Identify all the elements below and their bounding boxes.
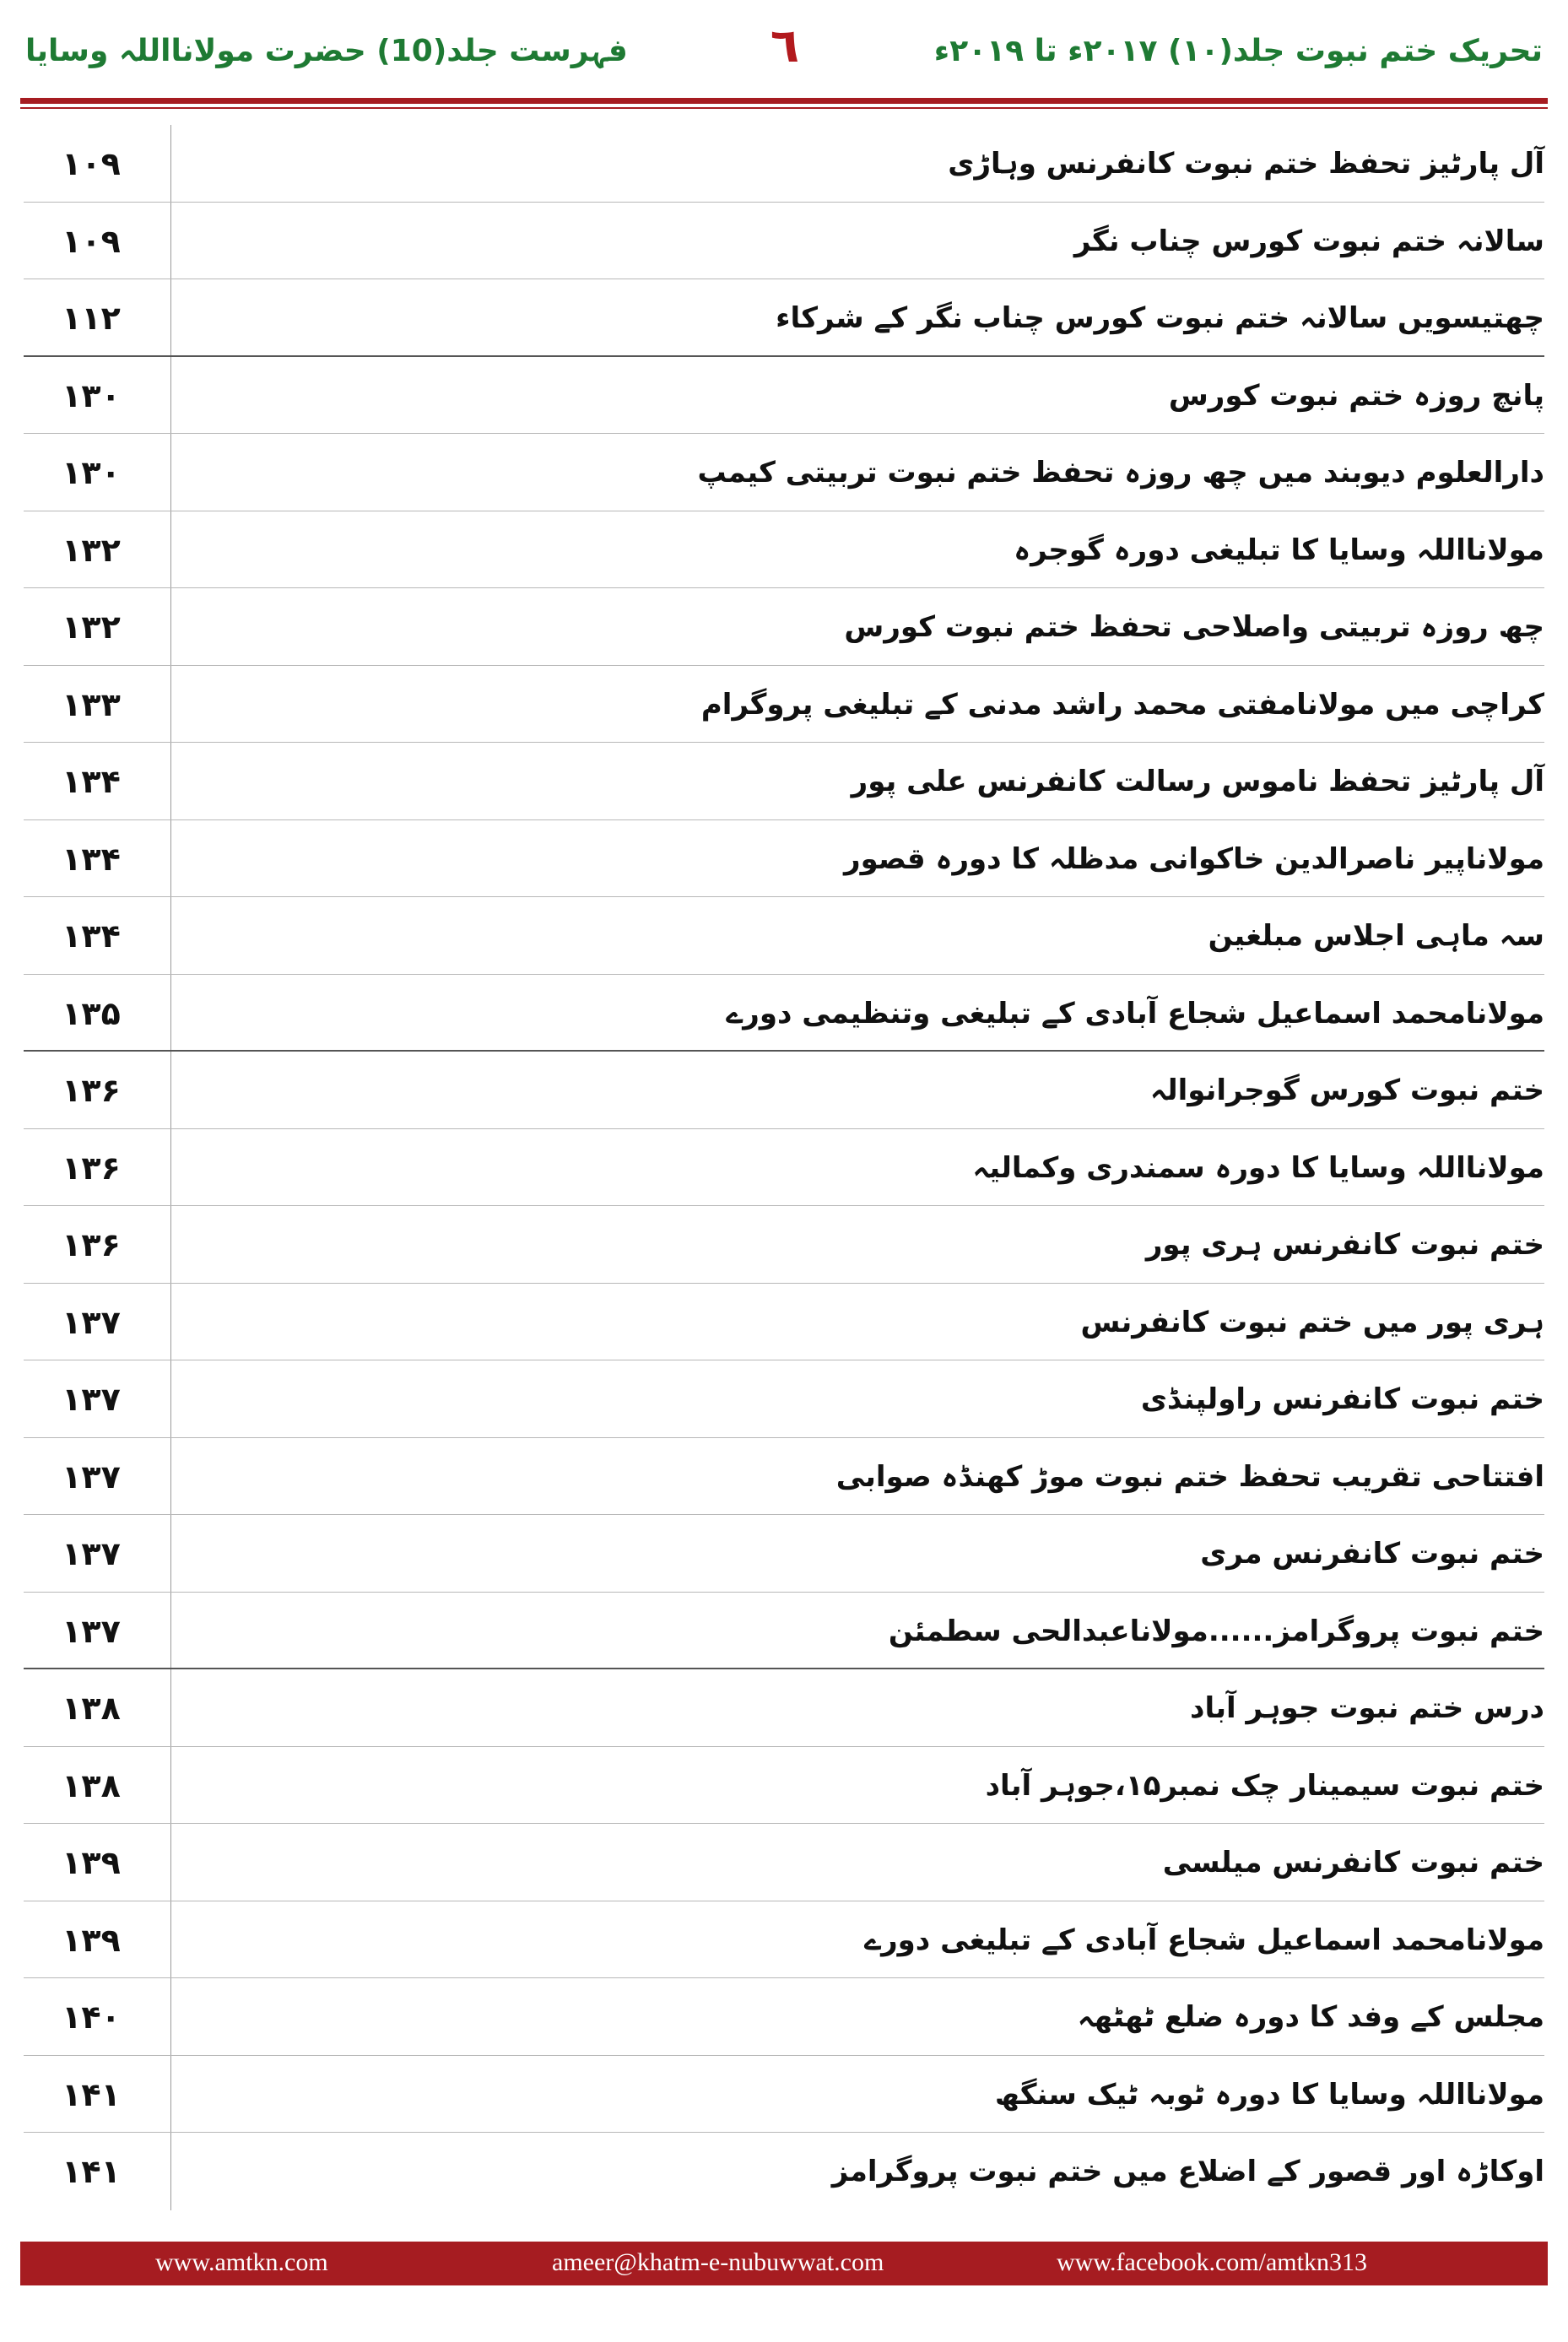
toc-entry-title: سہ ماہی اجلاس مبلغین bbox=[1208, 919, 1544, 953]
column-divider bbox=[170, 2056, 171, 2133]
toc-row bbox=[24, 588, 1544, 666]
toc-entry-title: ختم نبوت سیمینار چک نمبر۱۵،جوہر آباد bbox=[985, 1768, 1544, 1803]
toc-entry-page: ۱۳۶ bbox=[62, 1149, 121, 1187]
toc-entry-title: مولانامحمد اسماعیل شجاع آبادی کے تبلیغی دورے bbox=[864, 1923, 1544, 1957]
toc-entry-title: ختم نبوت کانفرنس مری bbox=[1200, 1537, 1544, 1571]
column-divider bbox=[170, 511, 171, 588]
column-divider bbox=[170, 1206, 171, 1283]
toc-row bbox=[24, 820, 1544, 898]
column-divider bbox=[170, 1360, 171, 1437]
toc-entry-page: ۱۳۸ bbox=[62, 1766, 121, 1804]
header-rule-thin bbox=[20, 107, 1548, 109]
toc-entry-page: ۱۰۹ bbox=[62, 222, 121, 260]
toc-entry-title: افتتاحی تقریب تحفظ ختم نبوت موڑ کھنڈہ صوابی bbox=[835, 1459, 1544, 1494]
toc-entry-title: دارالعلوم دیوبند میں چھ روزہ تحفظ ختم نبوت تربیتی کیمپ bbox=[697, 456, 1544, 489]
toc-row bbox=[24, 434, 1544, 511]
toc-entry-title: آل پارٹیز تحفظ ناموس رسالت کانفرنس علی پور bbox=[851, 765, 1544, 798]
column-divider bbox=[170, 1824, 171, 1901]
toc-row bbox=[24, 975, 1544, 1052]
contents-table bbox=[24, 125, 1544, 2211]
toc-entry-page: ۱۴۰ bbox=[62, 1999, 121, 2036]
toc-entry-page: ۱۳۰ bbox=[62, 454, 121, 491]
toc-entry-page: ۱۳۲ bbox=[62, 531, 121, 569]
column-divider bbox=[170, 975, 171, 1051]
column-divider bbox=[170, 1901, 171, 1978]
column-divider bbox=[170, 1747, 171, 1824]
toc-entry-page: ۱۳۴ bbox=[62, 917, 121, 955]
page-header bbox=[0, 0, 1568, 100]
toc-entry-page: ۱۰۹ bbox=[62, 145, 121, 182]
toc-row bbox=[24, 2056, 1544, 2134]
toc-row bbox=[24, 1052, 1544, 1129]
book-title: تحریک ختم نبوت جلد(۱۰) ۲۰۱۷ء تا ۲۰۱۹ء bbox=[933, 34, 1543, 68]
column-divider bbox=[170, 125, 171, 202]
toc-entry-title: ختم نبوت کانفرنس راولپنڈی bbox=[1140, 1382, 1544, 1416]
column-divider bbox=[170, 1438, 171, 1515]
toc-entry-page: ۱۳۹ bbox=[62, 1844, 121, 1881]
toc-entry-page: ۱۳۴ bbox=[62, 763, 121, 800]
toc-entry-page: ۱۴۱ bbox=[62, 2153, 121, 2190]
toc-entry-title: ختم نبوت کورس گوجرانوالہ bbox=[1149, 1074, 1544, 1107]
toc-entry-title: مولاناپیر ناصرالدین خاکوانی مدظلہ کا دورہ قصور bbox=[844, 841, 1544, 876]
section-title: فہرست جلد(10) حضرت مولانااللہ وسایا bbox=[25, 34, 628, 68]
toc-entry-title: کراچی میں مولانامفتی محمد راشد مدنی کے تبلیغی پروگرام bbox=[700, 687, 1544, 722]
toc-row bbox=[24, 743, 1544, 820]
column-divider bbox=[170, 279, 171, 355]
toc-row bbox=[24, 357, 1544, 435]
toc-row bbox=[24, 1360, 1544, 1438]
toc-entry-page: ۱۳۰ bbox=[62, 376, 121, 414]
column-divider bbox=[170, 666, 171, 743]
toc-entry-page: ۱۳۶ bbox=[62, 1072, 121, 1109]
toc-entry-title: مولانامحمد اسماعیل شجاع آبادی کے تبلیغی وتنظیمی دورے bbox=[726, 996, 1544, 1030]
toc-entry-page: ۱۳۳ bbox=[62, 685, 121, 723]
toc-entry-page: ۱۳۷ bbox=[62, 1535, 121, 1572]
toc-entry-page: ۱۳۷ bbox=[62, 1381, 121, 1418]
toc-entry-title: مولانااللہ وسایا کا دورہ سمندری وکمالیہ bbox=[972, 1150, 1544, 1185]
toc-entry-title: چھ روزہ تربیتی واصلاحی تحفظ ختم نبوت کورس bbox=[844, 610, 1544, 644]
column-divider bbox=[170, 588, 171, 665]
toc-row bbox=[24, 1824, 1544, 1901]
column-divider bbox=[170, 2133, 171, 2210]
toc-entry-title: ہری پور میں ختم نبوت کانفرنس bbox=[1080, 1305, 1544, 1339]
column-divider bbox=[170, 1129, 171, 1206]
column-divider bbox=[170, 357, 171, 434]
toc-row bbox=[24, 125, 1544, 203]
column-divider bbox=[170, 1052, 171, 1128]
toc-entry-page: ۱۴۱ bbox=[62, 2075, 121, 2113]
column-divider bbox=[170, 820, 171, 897]
toc-row bbox=[24, 1747, 1544, 1825]
toc-entry-page: ۱۳۴ bbox=[62, 840, 121, 878]
toc-row bbox=[24, 279, 1544, 357]
toc-entry-page: ۱۱۲ bbox=[62, 300, 121, 337]
toc-entry-title: مولانااللہ وسایا کا تبلیغی دورہ گوجرہ bbox=[1014, 533, 1544, 567]
toc-row bbox=[24, 1129, 1544, 1207]
toc-entry-title: سالانہ ختم نبوت کورس چناب نگر bbox=[1073, 224, 1544, 258]
toc-entry-title: اوکاڑہ اور قصور کے اضلاع میں ختم نبوت پروگرامز bbox=[831, 2155, 1544, 2188]
column-divider bbox=[170, 1515, 171, 1592]
toc-entry-title: ختم نبوت کانفرنس ہری پور bbox=[1145, 1228, 1544, 1262]
footer-website-link[interactable]: www.amtkn.com bbox=[155, 2248, 328, 2276]
toc-entry-title: درس ختم نبوت جوہر آباد bbox=[1190, 1691, 1544, 1725]
page-number: ٦ bbox=[770, 19, 800, 73]
toc-entry-title: پانچ روزہ ختم نبوت کورس bbox=[1168, 378, 1544, 413]
toc-row bbox=[24, 203, 1544, 280]
toc-entry-page: ۱۳۶ bbox=[62, 1226, 121, 1263]
toc-entry-page: ۱۳۷ bbox=[62, 1303, 121, 1341]
toc-entry-title: چھتیسویں سالانہ ختم نبوت کورس چناب نگر کے شرکاء bbox=[776, 301, 1544, 335]
page-footer bbox=[20, 2242, 1548, 2285]
toc-row bbox=[24, 1438, 1544, 1516]
toc-row bbox=[24, 1669, 1544, 1747]
header-rule-thick bbox=[20, 98, 1548, 104]
toc-row bbox=[24, 1901, 1544, 1979]
toc-entry-page: ۱۳۷ bbox=[62, 1612, 121, 1650]
toc-entry-page: ۱۳۵ bbox=[62, 994, 121, 1032]
toc-entry-page: ۱۳۲ bbox=[62, 608, 121, 646]
toc-entry-page: ۱۳۷ bbox=[62, 1458, 121, 1496]
toc-row bbox=[24, 1515, 1544, 1593]
toc-row bbox=[24, 1593, 1544, 1670]
toc-entry-title: ختم نبوت کانفرنس میلسی bbox=[1162, 1846, 1544, 1880]
footer-email-link[interactable]: ameer@khatm-e-nubuwwat.com bbox=[552, 2248, 884, 2276]
toc-entry-page: ۱۳۸ bbox=[62, 1690, 121, 1727]
toc-row bbox=[24, 897, 1544, 975]
toc-row bbox=[24, 1978, 1544, 2056]
column-divider bbox=[170, 1593, 171, 1669]
column-divider bbox=[170, 743, 171, 819]
toc-entry-page: ۱۳۹ bbox=[62, 1921, 121, 1959]
column-divider bbox=[170, 897, 171, 974]
toc-entry-title: آل پارٹیز تحفظ ختم نبوت کانفرنس وہاڑی bbox=[948, 147, 1544, 181]
toc-entry-title: مجلس کے وفد کا دورہ ضلع ٹھٹھہ bbox=[1077, 2000, 1544, 2034]
toc-row bbox=[24, 1206, 1544, 1284]
column-divider bbox=[170, 434, 171, 511]
column-divider bbox=[170, 203, 171, 279]
toc-row bbox=[24, 511, 1544, 589]
toc-row bbox=[24, 666, 1544, 744]
footer-facebook-link[interactable]: www.facebook.com/amtkn313 bbox=[1057, 2248, 1367, 2276]
toc-entry-title: ختم نبوت پروگرامز......مولاناعبدالحی سطمئن bbox=[888, 1614, 1544, 1648]
toc-entry-title: مولانااللہ وسایا کا دورہ ٹوبہ ٹیک سنگھ bbox=[994, 2077, 1544, 2112]
column-divider bbox=[170, 1284, 171, 1360]
toc-row bbox=[24, 1284, 1544, 1361]
column-divider bbox=[170, 1978, 171, 2055]
toc-row bbox=[24, 2133, 1544, 2210]
column-divider bbox=[170, 1669, 171, 1746]
